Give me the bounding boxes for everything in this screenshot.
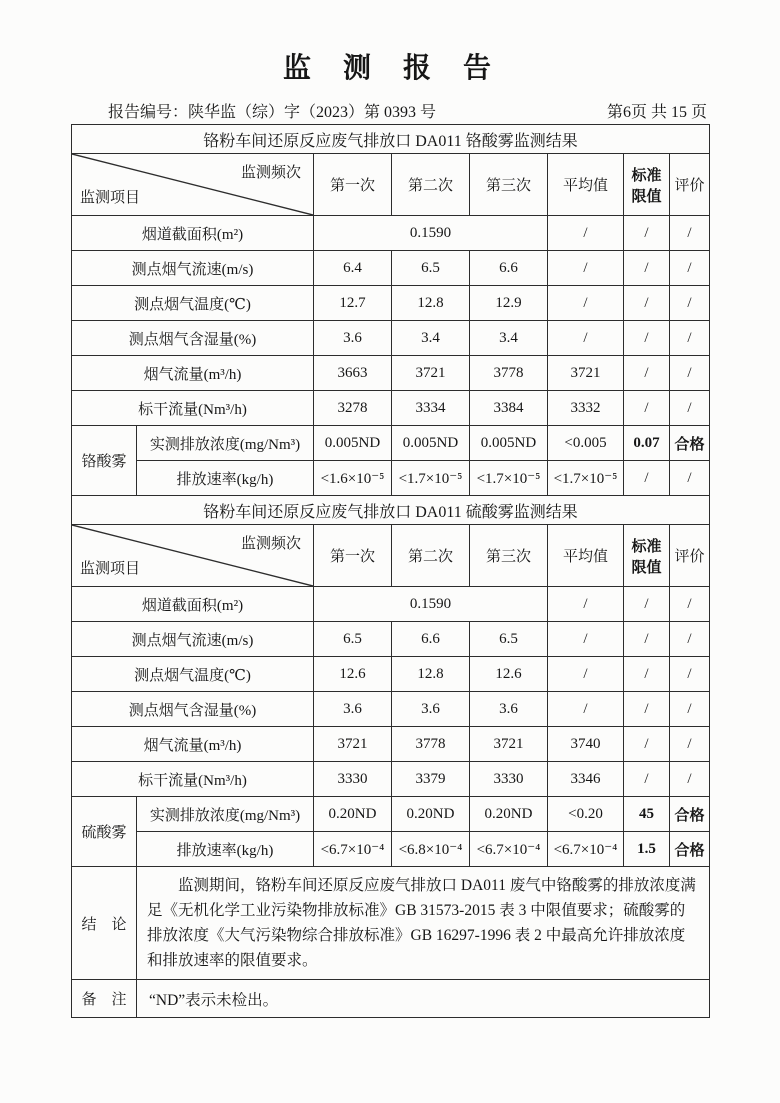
t2-velocity-c2: 6.6 — [392, 622, 470, 657]
t1-conc-label: 实测排放浓度(mg/Nm³) — [137, 426, 314, 461]
t1-flow-c2: 3721 — [392, 356, 470, 391]
table1-col-eval: 评价 — [670, 154, 710, 216]
t1-humidity-c1: 3.6 — [314, 321, 392, 356]
t1-flow-eval: / — [670, 356, 710, 391]
table1-row-velocity — [72, 251, 710, 286]
table2-row-temp — [72, 657, 710, 692]
t1-humidity-label: 测点烟气含湿量(%) — [72, 321, 314, 356]
t1-rate-limit: / — [624, 461, 670, 496]
t1-area-limit: / — [624, 216, 670, 251]
t1-flow-limit: / — [624, 356, 670, 391]
table1-title: 铬粉车间还原反应废气排放口 DA011 铬酸雾监测结果 — [72, 125, 710, 154]
t2-area-label: 烟道截面积(m²) — [72, 587, 314, 622]
t2-velocity-label: 测点烟气流速(m/s) — [72, 622, 314, 657]
header-item-label: 监测项目 — [80, 561, 141, 577]
t2-humidity-limit: / — [624, 692, 670, 727]
t1-rate-c1: <1.6×10⁻⁵ — [314, 461, 392, 496]
header-frequency-label: 监测频次 — [240, 165, 301, 181]
t2-rate-eval: 合格 — [670, 832, 710, 867]
table2-header-row — [72, 525, 710, 587]
remark-row — [72, 980, 710, 1018]
table2-row-concentration — [72, 797, 710, 832]
table2-col-limit: 标准限值 — [624, 525, 670, 587]
t1-flow-c3: 3778 — [470, 356, 548, 391]
table1-row-area — [72, 216, 710, 251]
report-meta-row — [71, 99, 709, 122]
t1-velocity-avg: / — [548, 251, 624, 286]
t2-dryflow-c3: 3330 — [470, 762, 548, 797]
t2-flow-eval: / — [670, 727, 710, 762]
table2-row-velocity — [72, 622, 710, 657]
t2-humidity-c2: 3.6 — [392, 692, 470, 727]
t1-velocity-c2: 6.5 — [392, 251, 470, 286]
t1-temp-c2: 12.8 — [392, 286, 470, 321]
table2-title: 铬粉车间还原反应废气排放口 DA011 硫酸雾监测结果 — [72, 496, 710, 525]
t1-conc-c3: 0.005ND — [470, 426, 548, 461]
t1-rate-eval: / — [670, 461, 710, 496]
t2-conc-eval: 合格 — [670, 797, 710, 832]
table1-row-temp — [72, 286, 710, 321]
table2-row-flow — [72, 727, 710, 762]
t1-dryflow-label: 标干流量(Nm³/h) — [72, 391, 314, 426]
t1-conc-limit: 0.07 — [624, 426, 670, 461]
table1-corner-cell — [72, 154, 314, 216]
t1-humidity-c3: 3.4 — [470, 321, 548, 356]
page-indicator: 第6页 共 15 页 — [606, 104, 707, 121]
t1-dryflow-limit: / — [624, 391, 670, 426]
table2-col-eval: 评价 — [670, 525, 710, 587]
t1-area-avg: / — [548, 216, 624, 251]
t2-velocity-avg: / — [548, 622, 624, 657]
t1-velocity-eval: / — [670, 251, 710, 286]
t1-temp-c3: 12.9 — [470, 286, 548, 321]
t1-conc-eval: 合格 — [670, 426, 710, 461]
t2-temp-c3: 12.6 — [470, 657, 548, 692]
t2-temp-eval: / — [670, 657, 710, 692]
table1-row-concentration — [72, 426, 710, 461]
t1-dryflow-eval: / — [670, 391, 710, 426]
t1-humidity-eval: / — [670, 321, 710, 356]
t1-temp-eval: / — [670, 286, 710, 321]
conclusion-label: 结 论 — [72, 867, 137, 980]
t1-velocity-c1: 6.4 — [314, 251, 392, 286]
t2-rate-c1: <6.7×10⁻⁴ — [314, 832, 392, 867]
t1-velocity-label: 测点烟气流速(m/s) — [72, 251, 314, 286]
t1-humidity-c2: 3.4 — [392, 321, 470, 356]
t2-rate-c2: <6.8×10⁻⁴ — [392, 832, 470, 867]
header-frequency-label: 监测频次 — [240, 536, 301, 552]
t2-velocity-c3: 6.5 — [470, 622, 548, 657]
table2-title-row — [72, 496, 710, 525]
t1-dryflow-avg: 3332 — [548, 391, 624, 426]
t2-temp-avg: / — [548, 657, 624, 692]
t2-rate-c3: <6.7×10⁻⁴ — [470, 832, 548, 867]
t2-velocity-limit: / — [624, 622, 670, 657]
t1-temp-limit: / — [624, 286, 670, 321]
t2-flow-label: 烟气流量(m³/h) — [72, 727, 314, 762]
t2-rate-avg: <6.7×10⁻⁴ — [548, 832, 624, 867]
t2-velocity-c1: 6.5 — [314, 622, 392, 657]
t2-dryflow-limit: / — [624, 762, 670, 797]
table2-col-average: 平均值 — [548, 525, 624, 587]
t2-conc-avg: <0.20 — [548, 797, 624, 832]
t2-temp-c1: 12.6 — [314, 657, 392, 692]
conclusion-text: 监测期间，铬粉车间还原反应废气排放口 DA011 废气中铬酸雾的排放浓度满足《无机化学工业污染物排放标准》GB 31573-2015 表 3 中限值要求；硫酸雾的排放浓度《大气污染物综合排放标准》GB 16297-1996 表 2 中最高允许排放浓度和排放速率的限值要求。 — [137, 867, 710, 980]
table2-col-third: 第三次 — [470, 525, 548, 587]
remark-text: “ND”表示未检出。 — [137, 980, 710, 1018]
t1-humidity-avg: / — [548, 321, 624, 356]
t1-rate-avg: <1.7×10⁻⁵ — [548, 461, 624, 496]
t2-flow-c3: 3721 — [470, 727, 548, 762]
table1-row-rate — [72, 461, 710, 496]
t1-area-value: 0.1590 — [314, 216, 548, 251]
t2-conc-c3: 0.20ND — [470, 797, 548, 832]
t1-velocity-c3: 6.6 — [470, 251, 548, 286]
t1-conc-c1: 0.005ND — [314, 426, 392, 461]
t2-rate-label: 排放速率(kg/h) — [137, 832, 314, 867]
table1-col-limit: 标准限值 — [624, 154, 670, 216]
t2-flow-limit: / — [624, 727, 670, 762]
table2-row-rate — [72, 832, 710, 867]
remark-label: 备 注 — [72, 980, 137, 1018]
t2-humidity-eval: / — [670, 692, 710, 727]
t1-flow-c1: 3663 — [314, 356, 392, 391]
t2-temp-limit: / — [624, 657, 670, 692]
table1-col-third: 第三次 — [470, 154, 548, 216]
t2-velocity-eval: / — [670, 622, 710, 657]
t1-humidity-limit: / — [624, 321, 670, 356]
t1-dryflow-c1: 3278 — [314, 391, 392, 426]
t2-humidity-avg: / — [548, 692, 624, 727]
t2-dryflow-eval: / — [670, 762, 710, 797]
t2-flow-c1: 3721 — [314, 727, 392, 762]
t1-rate-c2: <1.7×10⁻⁵ — [392, 461, 470, 496]
t1-flow-label: 烟气流量(m³/h) — [72, 356, 314, 391]
t2-dryflow-label: 标干流量(Nm³/h) — [72, 762, 314, 797]
t2-conc-limit: 45 — [624, 797, 670, 832]
t1-temp-c1: 12.7 — [314, 286, 392, 321]
t1-rate-label: 排放速率(kg/h) — [137, 461, 314, 496]
table2-col-first: 第一次 — [314, 525, 392, 587]
t1-temp-avg: / — [548, 286, 624, 321]
t2-group-label: 硫酸雾 — [72, 797, 137, 867]
t1-velocity-limit: / — [624, 251, 670, 286]
t2-dryflow-avg: 3346 — [548, 762, 624, 797]
t2-dryflow-c1: 3330 — [314, 762, 392, 797]
conclusion-row — [72, 867, 710, 980]
table2-row-humidity — [72, 692, 710, 727]
table1-row-humidity — [72, 321, 710, 356]
t2-temp-label: 测点烟气温度(℃) — [72, 657, 314, 692]
table2-row-area — [72, 587, 710, 622]
table2-col-second: 第二次 — [392, 525, 470, 587]
t1-conc-c2: 0.005ND — [392, 426, 470, 461]
document-title: 监 测 报 告 — [282, 53, 497, 84]
t2-temp-c2: 12.8 — [392, 657, 470, 692]
t1-dryflow-c2: 3334 — [392, 391, 470, 426]
t2-area-value: 0.1590 — [314, 587, 548, 622]
t2-dryflow-c2: 3379 — [392, 762, 470, 797]
t2-area-avg: / — [548, 587, 624, 622]
table1-row-dryflow — [72, 391, 710, 426]
table1-col-average: 平均值 — [548, 154, 624, 216]
t2-conc-c1: 0.20ND — [314, 797, 392, 832]
table1-col-second: 第二次 — [392, 154, 470, 216]
t2-flow-c2: 3778 — [392, 727, 470, 762]
t1-rate-c3: <1.7×10⁻⁵ — [470, 461, 548, 496]
t2-humidity-label: 测点烟气含湿量(%) — [72, 692, 314, 727]
t1-group-label: 铬酸雾 — [72, 426, 137, 496]
t2-flow-avg: 3740 — [548, 727, 624, 762]
t2-rate-limit: 1.5 — [624, 832, 670, 867]
t2-area-limit: / — [624, 587, 670, 622]
table2-corner-cell — [72, 525, 314, 587]
t1-area-label: 烟道截面积(m²) — [72, 216, 314, 251]
table2-row-dryflow — [72, 762, 710, 797]
t2-humidity-c1: 3.6 — [314, 692, 392, 727]
table1-header-row — [72, 154, 710, 216]
t2-area-eval: / — [670, 587, 710, 622]
t1-dryflow-c3: 3384 — [470, 391, 548, 426]
report-number: 报告编号：陕华监（综）字（2023）第 0393 号 — [108, 104, 437, 121]
t2-conc-c2: 0.20ND — [392, 797, 470, 832]
table1-title-row — [72, 125, 710, 154]
t1-conc-avg: <0.005 — [548, 426, 624, 461]
t2-humidity-c3: 3.6 — [470, 692, 548, 727]
t1-area-eval: / — [670, 216, 710, 251]
table1-row-flow — [72, 356, 710, 391]
t1-flow-avg: 3721 — [548, 356, 624, 391]
monitoring-results-table — [71, 124, 710, 1018]
table1-col-first: 第一次 — [314, 154, 392, 216]
header-item-label: 监测项目 — [80, 190, 141, 206]
t2-conc-label: 实测排放浓度(mg/Nm³) — [137, 797, 314, 832]
t1-temp-label: 测点烟气温度(℃) — [72, 286, 314, 321]
